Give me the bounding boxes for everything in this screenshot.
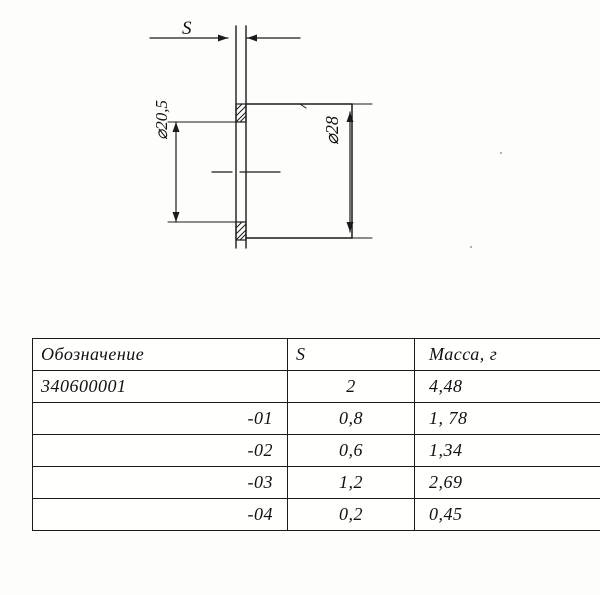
cell-thickness: 0,6 (288, 435, 415, 467)
cell-thickness: 0,8 (288, 403, 415, 435)
cell-mass: 0,45 (415, 499, 600, 531)
cell-mass: 1, 78 (415, 403, 600, 435)
cell-thickness: 2 (288, 371, 415, 403)
column-header-thickness: S (288, 339, 415, 371)
paper-speck (470, 246, 472, 248)
s-arrow-left (218, 35, 228, 42)
paper-speck (500, 152, 502, 154)
column-header-mass: Масса, г (415, 339, 600, 371)
specification-table-wrapper (32, 338, 554, 531)
s-arrow-right (247, 35, 257, 42)
table-body (33, 371, 600, 531)
table-row (33, 499, 600, 531)
cell-thickness: 0,2 (288, 499, 415, 531)
table-row (33, 435, 600, 467)
cell-designation: -01 (33, 403, 288, 435)
cell-mass: 4,48 (415, 371, 600, 403)
inner-diameter-label: ⌀20,5 (152, 100, 171, 140)
section-hatch-bottom (236, 222, 246, 240)
table-row (33, 467, 600, 499)
column-header-designation: Обозначение (33, 339, 288, 371)
specification-table (32, 338, 600, 531)
table-header (33, 339, 600, 371)
d205-arrow-bottom (173, 212, 180, 222)
table-header-row (33, 339, 600, 371)
d205-arrow-top (173, 122, 180, 132)
cell-designation: 340600001 (33, 371, 288, 403)
thickness-label: S (182, 18, 192, 39)
table-row (33, 371, 600, 403)
section-hatch-top (236, 104, 246, 122)
cell-mass: 2,69 (415, 467, 600, 499)
table-row (33, 403, 600, 435)
cell-thickness: 1,2 (288, 467, 415, 499)
outer-diameter-label: ⌀28 (322, 116, 342, 145)
cell-mass: 1,34 (415, 435, 600, 467)
cell-designation: -04 (33, 499, 288, 531)
cell-designation: -03 (33, 467, 288, 499)
cell-designation: -02 (33, 435, 288, 467)
